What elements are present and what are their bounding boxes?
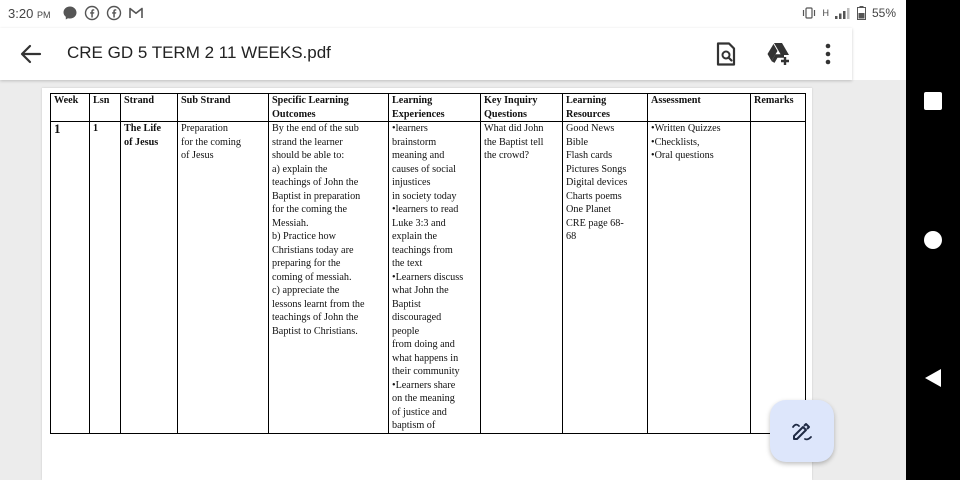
header-line: Learning [392,95,433,106]
header-line: Specific Learning [272,95,349,106]
cell-line: for the coming [181,136,241,148]
pdf-page[interactable] [42,88,812,480]
cell-line: the crowd? [484,150,529,161]
cell-line: Bible [566,136,589,148]
cell-line: c) appreciate the [272,285,340,296]
cell-line: of justice and [392,406,447,418]
facebook-icon [106,5,122,21]
back-triangle-icon[interactable] [923,368,943,388]
cell-line: of Jesus [124,136,159,148]
cell-line: the text [392,258,423,269]
cell-line: injustices [392,177,431,188]
cell-line: coming of messiah. [272,271,352,283]
facebook-icon [84,5,100,21]
cell-line: •Learners discuss [392,271,464,283]
cell-line: on the meaning [392,393,455,404]
add-to-drive-icon [764,40,792,68]
cell-line: what John the [392,285,449,296]
search-document-button[interactable] [712,40,740,68]
cell-line: baptism of [392,420,436,431]
header-line: Learning [566,95,607,106]
cell-line: Luke 3:3 and [392,217,446,229]
header-line: Key Inquiry [484,95,538,106]
cell-line: for the coming the [272,204,347,215]
header-week: Week [51,94,90,122]
header-line: Questions [484,108,528,120]
messenger-icon [62,5,78,21]
annotate-pen-icon [790,419,814,443]
time-ampm: PM [36,10,51,20]
vibrate-icon [802,7,816,19]
cell-line: in society today [392,190,457,202]
status-time [8,6,50,21]
table-header-row [51,94,806,122]
cell-line: causes of social [392,163,456,175]
cell-line: brainstorm [392,136,437,148]
cell-line: Good News [566,123,615,134]
battery-level: 55% [871,6,896,20]
status-bar [0,0,906,28]
cell-line: discouraged [392,312,442,323]
app-bar [0,28,852,80]
more-options-icon [814,40,842,68]
cell-line: Digital devices [566,177,628,188]
cell-line: teachings of John the [272,177,359,188]
cell-line: Flash cards [566,150,613,161]
time-value: 3:20 [8,6,34,21]
cell-lsn: 1 [90,122,121,434]
network-type: H [822,8,829,18]
cell-line: Charts poems [566,190,622,202]
header-inquiry [481,94,563,122]
header-line: Resources [566,108,610,120]
cell-line: what happens in [392,352,459,364]
cell-line: lessons learnt from the [272,298,365,310]
cell-line: b) Practice how [272,231,336,242]
cell-assessment [648,122,751,434]
cell-line: What did John [484,123,544,134]
status-right [802,6,896,20]
cell-experiences [389,122,481,434]
cell-line: teachings from [392,244,453,256]
cell-line: teachings of John the [272,312,359,323]
cell-line: preparing for the [272,258,341,269]
scheme-of-work-table [50,93,806,434]
cell-line: people [392,325,420,337]
cell-line: •Written Quizzes [651,123,721,134]
cell-resources [563,122,648,434]
cell-line: •Learners share [392,379,456,391]
cell-line: Baptist [392,298,421,310]
annotate-fab[interactable] [770,400,834,462]
header-sub-strand: Sub Strand [178,94,269,122]
search-document-icon [712,40,740,68]
android-nav-bar [906,0,960,480]
cell-line: explain the [392,231,437,242]
cell-line: •learners [392,123,428,134]
cell-line: •learners to read [392,204,459,215]
header-experiences [389,94,481,122]
document-title: CRE GD 5 TERM 2 11 WEEKS.pdf [67,43,331,62]
cell-strand [121,122,178,434]
back-button[interactable] [18,41,44,67]
cell-line: a) explain the [272,163,328,175]
cell-outcomes [269,122,389,434]
cell-line: their community [392,366,460,377]
header-line: Outcomes [272,108,316,120]
cell-line: the Baptist tell [484,136,544,148]
cell-line: should be able to: [272,150,345,161]
header-assessment: Assessment [648,94,751,122]
cell-line: •Checklists, [651,136,700,148]
cell-sub-strand [178,122,269,434]
cell-line: 68 [566,231,577,242]
header-lsn: Lsn [90,94,121,122]
header-strand: Strand [121,94,178,122]
cell-line: Baptist to Christians. [272,325,358,337]
header-line: Experiences [392,108,445,120]
cell-line: Pictures Songs [566,163,627,175]
cell-week: 1 [51,122,90,434]
cell-line: Christians today are [272,244,354,256]
header-remarks: Remarks [751,94,806,122]
cell-line: Baptist in preparation [272,190,361,202]
cell-line: Messiah. [272,217,309,229]
notification-icons [62,5,144,21]
battery-icon [857,6,866,20]
recents-square-icon[interactable] [924,92,942,110]
gmail-icon [128,5,144,21]
header-outcomes [269,94,389,122]
cell-line: from doing and [392,339,455,350]
cell-remarks [751,122,806,434]
home-circle-icon[interactable] [924,231,942,249]
add-to-drive-button[interactable] [764,40,792,68]
cell-line: strand the learner [272,136,343,148]
arrow-back-icon [18,41,44,67]
cell-line: meaning and [392,150,445,161]
cell-line: One Planet [566,204,611,215]
cell-line: By the end of the sub [272,123,359,134]
cell-inquiry [481,122,563,434]
table-row [51,122,806,434]
cell-line: Preparation [181,123,228,134]
more-options-button[interactable] [814,40,842,68]
cell-line: •Oral questions [651,150,714,161]
signal-icon [835,7,851,19]
cell-line: CRE page 68- [566,217,624,229]
cell-line: of Jesus [181,150,214,161]
header-resources [563,94,648,122]
cell-line: The Life [124,123,162,134]
